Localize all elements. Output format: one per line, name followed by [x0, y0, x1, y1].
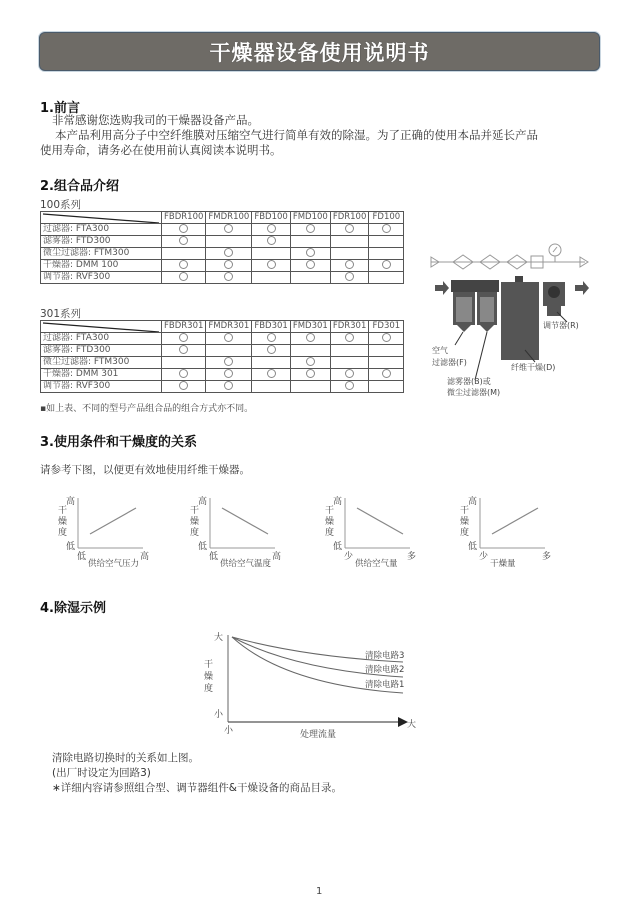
relationship-chart-4: [460, 494, 570, 569]
section-1-line-2: 本产品利用高分子中空纤维膜对压缩空气进行简单有效的除湿。为了正确的使用本品并延长产品: [55, 128, 538, 142]
x-axis-low: 小: [224, 726, 234, 736]
included-mark-cell: [162, 272, 206, 284]
table-100-caption: 100系列: [40, 199, 82, 211]
circle-mark-icon: [179, 224, 188, 233]
row-label: 微尘过滤器: FTM300: [41, 248, 162, 260]
circle-mark-icon: [179, 272, 188, 281]
circle-mark-icon: [345, 260, 354, 269]
column-header: FDR100: [330, 212, 369, 224]
row-label: 调节器: RVF300: [41, 272, 162, 284]
included-mark-cell: [330, 260, 369, 272]
section-4-line-1: 清除电路切换时的关系如上图。: [52, 752, 199, 764]
document-title: 干燥器设备使用说明书: [209, 40, 430, 65]
included-mark-cell: [369, 224, 404, 236]
empty-cell: [330, 345, 369, 357]
combo-table-301: [40, 320, 404, 393]
empty-cell: [290, 272, 330, 284]
column-header: FBD301: [252, 321, 291, 333]
row-label: 滤雾器: FTD300: [41, 345, 162, 357]
included-mark-cell: [162, 345, 206, 357]
y-axis-label: 干燥度: [204, 660, 214, 694]
y-axis-low: 低: [468, 542, 478, 552]
column-header: FDR301: [330, 321, 369, 333]
circle-mark-icon: [224, 333, 233, 342]
table-row: [41, 236, 404, 248]
table-row: [41, 381, 404, 393]
x-axis-label: 处理流量: [300, 730, 337, 740]
row-label: 干燥器: DMM 301: [41, 369, 162, 381]
circle-mark-icon: [345, 272, 354, 281]
column-header: FD301: [369, 321, 404, 333]
included-mark-cell: [252, 224, 291, 236]
included-mark-cell: [330, 381, 369, 393]
column-header: FBD100: [252, 212, 291, 224]
circle-mark-icon: [345, 224, 354, 233]
x-axis-high: 高: [140, 552, 150, 562]
empty-cell: [252, 272, 291, 284]
included-mark-cell: [206, 357, 252, 369]
label-air-filter-line1: 空气: [432, 346, 448, 355]
section-1-line-3: 使用寿命，请务必在使用前认真阅读本说明书。: [40, 143, 282, 157]
y-axis-high: 高: [333, 497, 343, 507]
column-header: FBDR301: [162, 321, 206, 333]
y-axis-label: 干燥度: [325, 506, 335, 538]
label-mist-filter-line2: 微尘过滤器(M): [447, 388, 501, 397]
included-mark-cell: [206, 260, 252, 272]
column-header: FMD100: [290, 212, 330, 224]
circle-mark-icon: [179, 369, 188, 378]
included-mark-cell: [252, 236, 291, 248]
included-mark-cell: [290, 333, 330, 345]
empty-cell: [290, 236, 330, 248]
empty-cell: [290, 381, 330, 393]
diagonal-header-cell: [41, 212, 162, 224]
dehumidification-chart: [195, 625, 425, 740]
included-mark-cell: [369, 333, 404, 345]
circle-mark-icon: [306, 248, 315, 257]
relationship-chart-2: [190, 494, 300, 569]
empty-cell: [162, 357, 206, 369]
circle-mark-icon: [382, 224, 391, 233]
included-mark-cell: [206, 272, 252, 284]
row-label: 干燥器: DMM 100: [41, 260, 162, 272]
y-axis-low: 低: [333, 542, 343, 552]
section-4-line-3: ∗详细内容请参照组合型、调节器组件&干燥设备的商品目录。: [52, 782, 342, 794]
table-header-row: [41, 321, 404, 333]
section-1-line-1: 非常感谢您选购我司的干燥器设备产品。: [52, 113, 259, 127]
x-axis-high: 大: [407, 720, 417, 730]
circle-mark-icon: [382, 369, 391, 378]
x-axis-low: 少: [344, 552, 354, 562]
included-mark-cell: [162, 236, 206, 248]
x-axis-low: 少: [479, 552, 489, 562]
included-mark-cell: [206, 381, 252, 393]
table-row: [41, 369, 404, 381]
included-mark-cell: [369, 260, 404, 272]
circle-mark-icon: [267, 345, 276, 354]
y-axis-label: 干燥度: [190, 506, 200, 538]
y-axis-low: 小: [214, 710, 224, 720]
empty-cell: [252, 248, 291, 260]
included-mark-cell: [330, 224, 369, 236]
included-mark-cell: [252, 333, 291, 345]
circle-mark-icon: [267, 333, 276, 342]
included-mark-cell: [330, 272, 369, 284]
y-axis-low: 低: [198, 542, 208, 552]
page-number: 1: [316, 886, 323, 897]
included-mark-cell: [162, 333, 206, 345]
table-header-row: [41, 212, 404, 224]
empty-cell: [162, 248, 206, 260]
circle-mark-icon: [382, 260, 391, 269]
section-4-line-2: (出厂时设定为回路3): [52, 767, 151, 779]
combination-note: ▪如上表、不同的型号产品组合品的组合方式亦不同。: [40, 404, 254, 414]
row-label: 过滤器: FTA300: [41, 224, 162, 236]
label-fiber-dryer: 纤维干燥(D): [511, 363, 556, 372]
circle-mark-icon: [345, 381, 354, 390]
circle-mark-icon: [179, 236, 188, 245]
diagonal-header-cell: [41, 321, 162, 333]
table-301-caption: 301系列: [40, 308, 82, 320]
circle-mark-icon: [267, 236, 276, 245]
included-mark-cell: [290, 248, 330, 260]
included-mark-cell: [252, 345, 291, 357]
relationship-chart-1: [58, 494, 168, 569]
circle-mark-icon: [306, 369, 315, 378]
included-mark-cell: [290, 369, 330, 381]
included-mark-cell: [369, 369, 404, 381]
circle-mark-icon: [306, 260, 315, 269]
section-1-heading: 1.前言: [40, 101, 80, 116]
included-mark-cell: [290, 224, 330, 236]
circle-mark-icon: [224, 272, 233, 281]
empty-cell: [369, 248, 404, 260]
x-axis-label: 供给空气温度: [220, 559, 272, 569]
circle-mark-icon: [224, 224, 233, 233]
included-mark-cell: [206, 224, 252, 236]
x-axis-high: 多: [542, 552, 552, 562]
included-mark-cell: [252, 260, 291, 272]
x-axis-label: 供给空气压力: [88, 559, 140, 569]
empty-cell: [369, 272, 404, 284]
circle-mark-icon: [224, 381, 233, 390]
section-3-intro: 请参考下图，以便更有效地使用纤维干燥器。: [40, 464, 250, 476]
y-axis-high: 大: [214, 633, 224, 643]
empty-cell: [252, 357, 291, 369]
column-header: FD100: [369, 212, 404, 224]
row-label: 滤雾器: FTD300: [41, 236, 162, 248]
circle-mark-icon: [345, 333, 354, 342]
section-3-heading: 3.使用条件和干燥度的关系: [40, 435, 197, 450]
circle-mark-icon: [224, 260, 233, 269]
circle-mark-icon: [224, 248, 233, 257]
included-mark-cell: [206, 248, 252, 260]
curve-label-1: 清除电路1: [365, 680, 405, 690]
y-axis-label: 干燥度: [58, 506, 68, 538]
empty-cell: [290, 345, 330, 357]
empty-cell: [369, 357, 404, 369]
included-mark-cell: [206, 369, 252, 381]
circle-mark-icon: [306, 357, 315, 366]
empty-cell: [252, 381, 291, 393]
included-mark-cell: [252, 369, 291, 381]
circle-mark-icon: [179, 333, 188, 342]
circle-mark-icon: [179, 345, 188, 354]
circle-mark-icon: [267, 260, 276, 269]
section-2-heading: 2.组合品介绍: [40, 179, 119, 194]
included-mark-cell: [162, 381, 206, 393]
included-mark-cell: [290, 357, 330, 369]
empty-cell: [330, 236, 369, 248]
x-axis-low: 低: [209, 552, 219, 562]
y-axis-high: 高: [66, 497, 76, 507]
empty-cell: [369, 381, 404, 393]
included-mark-cell: [330, 333, 369, 345]
column-header: FMDR100: [206, 212, 252, 224]
table-row: [41, 357, 404, 369]
included-mark-cell: [162, 260, 206, 272]
relationship-chart-3: [325, 494, 435, 569]
empty-cell: [206, 345, 252, 357]
circle-mark-icon: [267, 369, 276, 378]
table-row: [41, 272, 404, 284]
included-mark-cell: [206, 333, 252, 345]
empty-cell: [330, 357, 369, 369]
circle-mark-icon: [306, 224, 315, 233]
x-axis-high: 多: [407, 552, 417, 562]
circle-mark-icon: [224, 369, 233, 378]
empty-cell: [330, 248, 369, 260]
row-label: 过滤器: FTA300: [41, 333, 162, 345]
empty-cell: [369, 345, 404, 357]
included-mark-cell: [162, 224, 206, 236]
curve-label-2: 清除电路2: [365, 665, 405, 675]
included-mark-cell: [162, 369, 206, 381]
combo-table-100: [40, 211, 404, 284]
y-axis-high: 高: [198, 497, 208, 507]
column-header: FMD301: [290, 321, 330, 333]
table-row: [41, 260, 404, 272]
label-regulator: 调节器(R): [543, 321, 579, 330]
y-axis-low: 低: [66, 542, 76, 552]
table-row: [41, 248, 404, 260]
circle-mark-icon: [179, 260, 188, 269]
column-header: FBDR100: [162, 212, 206, 224]
empty-cell: [206, 236, 252, 248]
circle-mark-icon: [224, 357, 233, 366]
table-row: [41, 333, 404, 345]
section-4-heading: 4.除湿示例: [40, 601, 106, 616]
dryer-assembly-diagram: [425, 240, 600, 405]
row-label: 微尘过滤器: FTM300: [41, 357, 162, 369]
empty-cell: [369, 236, 404, 248]
curve-label-3: 清除电路3: [365, 651, 405, 661]
circle-mark-icon: [179, 381, 188, 390]
label-mist-filter-line1: 滤雾器(B)或: [447, 377, 491, 386]
x-axis-label: 供给空气量: [355, 559, 398, 569]
table-row: [41, 345, 404, 357]
document-title-bar: [39, 32, 600, 71]
included-mark-cell: [330, 369, 369, 381]
y-axis-label: 干燥度: [460, 506, 470, 538]
x-axis-low: 低: [77, 552, 87, 562]
circle-mark-icon: [382, 333, 391, 342]
circle-mark-icon: [306, 333, 315, 342]
column-header: FMDR301: [206, 321, 252, 333]
circle-mark-icon: [345, 369, 354, 378]
table-row: [41, 224, 404, 236]
row-label: 调节器: RVF300: [41, 381, 162, 393]
y-axis-high: 高: [468, 497, 478, 507]
x-axis-high: 高: [272, 552, 282, 562]
circle-mark-icon: [267, 224, 276, 233]
x-axis-label: 干燥量: [490, 559, 516, 569]
included-mark-cell: [290, 260, 330, 272]
label-air-filter-line2: 过滤器(F): [432, 358, 467, 367]
